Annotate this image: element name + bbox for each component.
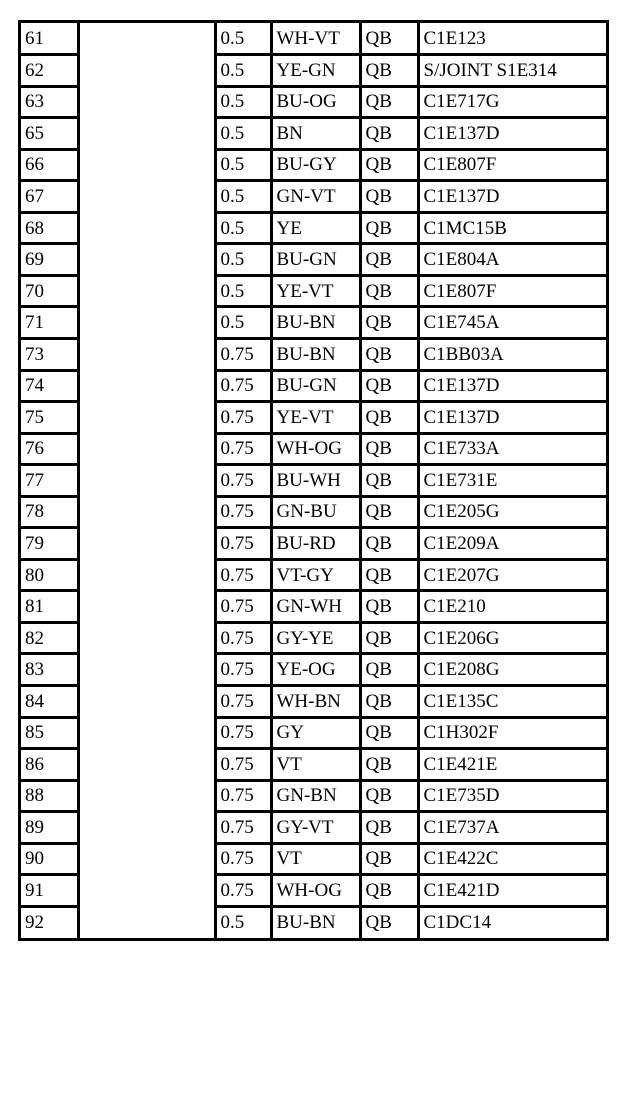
cell-size: 0.75: [215, 717, 271, 749]
cell-pin: 89: [21, 812, 78, 844]
cell-type: QB: [360, 402, 418, 434]
cell-pin: 63: [21, 86, 78, 118]
cell-destination: C1E807F: [418, 275, 606, 307]
cell-size: 0.75: [215, 654, 271, 686]
blank-column: [78, 23, 215, 938]
cell-pin: 88: [21, 780, 78, 812]
cell-type: QB: [360, 338, 418, 370]
cell-destination: C1E137D: [418, 402, 606, 434]
cell-color: GN-BU: [271, 496, 360, 528]
cell-color: VT: [271, 843, 360, 875]
cell-color: GY-YE: [271, 622, 360, 654]
cell-color: BU-BN: [271, 906, 360, 938]
cell-destination: C1E137D: [418, 181, 606, 213]
cell-size: 0.5: [215, 118, 271, 150]
cell-type: QB: [360, 307, 418, 339]
cell-pin: 84: [21, 685, 78, 717]
wiring-table: [18, 20, 609, 941]
cell-type: QB: [360, 23, 418, 55]
cell-destination: C1E737A: [418, 812, 606, 844]
cell-color: BN: [271, 118, 360, 150]
cell-color: WH-VT: [271, 23, 360, 55]
cell-pin: 79: [21, 528, 78, 560]
cell-size: 0.5: [215, 244, 271, 276]
cell-destination: C1E731E: [418, 465, 606, 497]
cell-size: 0.75: [215, 843, 271, 875]
cell-color: GN-WH: [271, 591, 360, 623]
cell-destination: C1E207G: [418, 559, 606, 591]
cell-pin: 85: [21, 717, 78, 749]
cell-destination: C1E745A: [418, 307, 606, 339]
cell-size: 0.75: [215, 591, 271, 623]
cell-destination: C1E807F: [418, 149, 606, 181]
cell-color: BU-GY: [271, 149, 360, 181]
cell-size: 0.5: [215, 149, 271, 181]
cell-type: QB: [360, 433, 418, 465]
cell-pin: 62: [21, 55, 78, 87]
cell-size: 0.75: [215, 622, 271, 654]
cell-pin: 83: [21, 654, 78, 686]
cell-type: QB: [360, 275, 418, 307]
cell-type: QB: [360, 244, 418, 276]
cell-type: QB: [360, 212, 418, 244]
cell-size: 0.5: [215, 181, 271, 213]
cell-pin: 67: [21, 181, 78, 213]
cell-size: 0.5: [215, 212, 271, 244]
cell-destination: C1E210: [418, 591, 606, 623]
cell-size: 0.5: [215, 307, 271, 339]
cell-color: WH-OG: [271, 433, 360, 465]
cell-destination: C1E135C: [418, 685, 606, 717]
cell-pin: 90: [21, 843, 78, 875]
cell-destination: C1E208G: [418, 654, 606, 686]
cell-size: 0.75: [215, 812, 271, 844]
cell-color: YE-VT: [271, 402, 360, 434]
cell-size: 0.5: [215, 23, 271, 55]
cell-destination: C1E735D: [418, 780, 606, 812]
cell-type: QB: [360, 181, 418, 213]
cell-color: YE-GN: [271, 55, 360, 87]
cell-pin: 80: [21, 559, 78, 591]
cell-size: 0.5: [215, 275, 271, 307]
cell-color: WH-BN: [271, 685, 360, 717]
cell-type: QB: [360, 906, 418, 938]
cell-pin: 71: [21, 307, 78, 339]
cell-type: QB: [360, 86, 418, 118]
cell-size: 0.75: [215, 338, 271, 370]
cell-pin: 66: [21, 149, 78, 181]
cell-color: BU-BN: [271, 307, 360, 339]
cell-color: YE-OG: [271, 654, 360, 686]
cell-size: 0.5: [215, 906, 271, 938]
cell-pin: 75: [21, 402, 78, 434]
cell-color: YE: [271, 212, 360, 244]
cell-size: 0.75: [215, 402, 271, 434]
cell-color: BU-WH: [271, 465, 360, 497]
cell-pin: 68: [21, 212, 78, 244]
cell-pin: 61: [25, 27, 44, 49]
cell-type: QB: [360, 780, 418, 812]
table-row: [21, 23, 606, 55]
cell-destination: C1MC15B: [418, 212, 606, 244]
cell-pin: 65: [21, 118, 78, 150]
cell-destination: C1E205G: [418, 496, 606, 528]
cell-size: 0.75: [215, 780, 271, 812]
cell-destination: C1E733A: [418, 433, 606, 465]
cell-pin: 69: [21, 244, 78, 276]
cell-pin: 70: [21, 275, 78, 307]
table-body: [21, 23, 606, 938]
cell-color: BU-RD: [271, 528, 360, 560]
cell-size: 0.75: [215, 685, 271, 717]
cell-type: QB: [360, 591, 418, 623]
cell-color: VT: [271, 749, 360, 781]
cell-type: QB: [360, 370, 418, 402]
cell-type: QB: [360, 875, 418, 907]
cell-size: 0.75: [215, 433, 271, 465]
cell-pin: 82: [21, 622, 78, 654]
cell-destination: C1E137D: [418, 370, 606, 402]
cell-type: QB: [360, 55, 418, 87]
cell-color: GY-VT: [271, 812, 360, 844]
cell-type: QB: [360, 622, 418, 654]
cell-type: QB: [360, 654, 418, 686]
cell-destination: C1E206G: [418, 622, 606, 654]
cell-pin: 74: [21, 370, 78, 402]
cell-destination: C1E421D: [418, 875, 606, 907]
cell-type: QB: [360, 685, 418, 717]
cell-color: BU-GN: [271, 244, 360, 276]
cell-destination: C1E137D: [418, 118, 606, 150]
cell-color: VT-GY: [271, 559, 360, 591]
cell-size: 0.75: [215, 370, 271, 402]
cell-color: WH-OG: [271, 875, 360, 907]
cell-size: 0.75: [215, 559, 271, 591]
cell-destination: C1E422C: [418, 843, 606, 875]
cell-type: QB: [360, 149, 418, 181]
cell-type: QB: [360, 812, 418, 844]
cell-destination: C1DC14: [418, 906, 606, 938]
cell-color: BU-GN: [271, 370, 360, 402]
cell-pin: 92: [21, 906, 78, 938]
cell-destination: S/JOINT S1E314: [418, 55, 606, 87]
wire-list-table: [21, 23, 606, 938]
cell-size: 0.75: [215, 465, 271, 497]
cell-color: BU-OG: [271, 86, 360, 118]
cell-size: 0.5: [215, 86, 271, 118]
cell-destination: C1E804A: [418, 244, 606, 276]
cell-type: QB: [360, 118, 418, 150]
cell-pin: 77: [21, 465, 78, 497]
cell-color: YE-VT: [271, 275, 360, 307]
cell-type: QB: [360, 496, 418, 528]
cell-pin: 76: [21, 433, 78, 465]
cell-pin: 91: [21, 875, 78, 907]
cell-type: QB: [360, 717, 418, 749]
cell-size: 0.5: [215, 55, 271, 87]
cell-type: QB: [360, 559, 418, 591]
cell-color: BU-BN: [271, 338, 360, 370]
cell-destination: C1E123: [418, 23, 606, 55]
cell-size: 0.75: [215, 528, 271, 560]
cell-size: 0.75: [215, 875, 271, 907]
cell-color: GN-VT: [271, 181, 360, 213]
cell-pin: 81: [21, 591, 78, 623]
cell-pin: 78: [21, 496, 78, 528]
cell-destination: C1BB03A: [418, 338, 606, 370]
cell-destination: C1E421E: [418, 749, 606, 781]
cell-pin: 73: [21, 338, 78, 370]
cell-type: QB: [360, 465, 418, 497]
cell-pin: 86: [21, 749, 78, 781]
cell-size: 0.75: [215, 749, 271, 781]
cell-type: QB: [360, 749, 418, 781]
cell-destination: C1H302F: [418, 717, 606, 749]
cell-color: GN-BN: [271, 780, 360, 812]
cell-type: QB: [360, 843, 418, 875]
cell-type: QB: [360, 528, 418, 560]
cell-destination: C1E717G: [418, 86, 606, 118]
cell-size: 0.75: [215, 496, 271, 528]
cell-color: GY: [271, 717, 360, 749]
cell-destination: C1E209A: [418, 528, 606, 560]
